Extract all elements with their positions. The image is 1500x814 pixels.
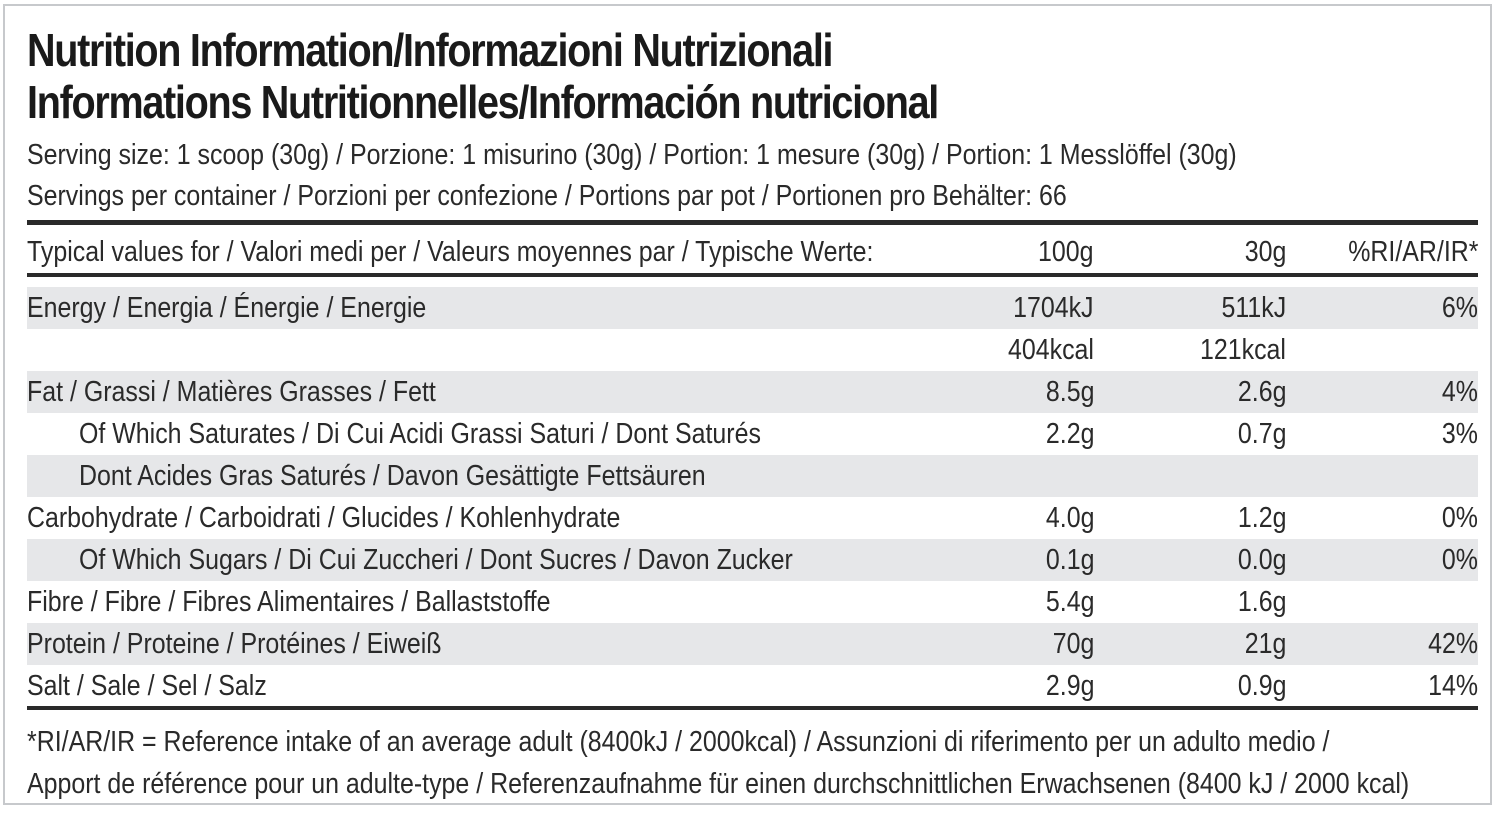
top-divider (27, 220, 1478, 225)
row-value-30g: 121kcal (1200, 334, 1286, 366)
row-value-100g: 404kcal (1008, 334, 1094, 366)
row-value-100g: 70g (1052, 628, 1094, 660)
row-value-30g: 1.6g (1237, 586, 1286, 618)
row-value-100g: 5.4g (1045, 586, 1094, 618)
row-label: Salt / Sale / Sel / Salz (27, 670, 267, 702)
row-value-30g: 0.0g (1237, 544, 1286, 576)
serving-size-text: Serving size: 1 scoop (30g) / Porzione: 1 misurino (30g) / Portion: 1 mesure (30g) / Portion: 1 Messlöffel (30g) (27, 139, 1237, 171)
table-row-fibre (27, 581, 1478, 623)
header-30g: 30g (1244, 236, 1286, 268)
row-value-30g: 2.6g (1237, 376, 1286, 408)
header-100g: 100g (1038, 236, 1094, 268)
nutrition-label-panel (3, 4, 1492, 805)
row-value-100g: 2.2g (1045, 418, 1094, 450)
table-row-sugars (27, 539, 1478, 581)
table-header-row (27, 232, 1478, 272)
row-value-100g: 0.1g (1045, 544, 1094, 576)
table-row-energy-kcal (27, 329, 1478, 371)
row-value-ri: 4% (1441, 376, 1478, 408)
row-label: Dont Acides Gras Saturés / Davon Gesättigte Fettsäuren (79, 460, 706, 492)
servings-per-container-text: Servings per container / Porzioni per confezione / Portions par pot / Portionen pro Behälter: 66 (27, 180, 1067, 212)
row-value-ri: 6% (1441, 292, 1478, 324)
table-row-saturates-continued (27, 455, 1478, 497)
bottom-divider (27, 706, 1478, 710)
row-label: Carbohydrate / Carboidrati / Glucides / Kohlenhydrate (27, 502, 621, 534)
row-value-100g: 1704kJ (1013, 292, 1094, 324)
title-line-1: Nutrition Information/Informazioni Nutrizionali (27, 24, 833, 76)
header-label: Typical values for / Valori medi per / Valeurs moyennes par / Typische Werte: (27, 236, 874, 268)
title-line-2: Informations Nutritionnelles/Información nutricional (27, 76, 938, 128)
table-row-saturates (27, 413, 1478, 455)
row-label: Energy / Energia / Énergie / Energie (27, 292, 427, 324)
row-value-30g: 21g (1244, 628, 1286, 660)
row-value-ri: 0% (1441, 502, 1478, 534)
header-divider (27, 273, 1478, 277)
row-value-30g: 1.2g (1237, 502, 1286, 534)
row-value-ri: 14% (1428, 670, 1478, 702)
row-value-30g: 511kJ (1221, 292, 1286, 324)
footnote-line-2: Apport de référence pour un adulte-type / Referenzaufnahme für einen durchschnittlichen Erwachsenen (8400 kJ / 2000 kcal) (27, 768, 1410, 800)
row-value-ri: 42% (1428, 628, 1478, 660)
row-label: Of Which Saturates / Di Cui Acidi Grassi Saturi / Dont Saturés (79, 418, 761, 450)
row-value-100g: 2.9g (1045, 670, 1094, 702)
row-label: Of Which Sugars / Di Cui Zuccheri / Dont Sucres / Davon Zucker (79, 544, 793, 576)
table-row-protein (27, 623, 1478, 665)
row-label: Protein / Proteine / Protéines / Eiweiß (27, 628, 442, 660)
row-value-100g: 4.0g (1045, 502, 1094, 534)
table-row-fat (27, 371, 1478, 413)
row-label: Fat / Grassi / Matières Grasses / Fett (27, 376, 436, 408)
row-value-100g: 8.5g (1045, 376, 1094, 408)
row-value-ri: 0% (1441, 544, 1478, 576)
table-row-energy-kj (27, 287, 1478, 329)
row-value-30g: 0.9g (1237, 670, 1286, 702)
row-value-ri: 3% (1441, 418, 1478, 450)
table-row-carbohydrate (27, 497, 1478, 539)
row-value-30g: 0.7g (1237, 418, 1286, 450)
row-label: Fibre / Fibre / Fibres Alimentaires / Ballaststoffe (27, 586, 551, 618)
table-row-salt (27, 665, 1478, 707)
header-ri: %RI/AR/IR* (1347, 236, 1478, 268)
footnote-line-1: *RI/AR/IR = Reference intake of an average adult (8400kJ / 2000kcal) / Assunzioni di riferimento per un adulto medio / (27, 726, 1330, 758)
